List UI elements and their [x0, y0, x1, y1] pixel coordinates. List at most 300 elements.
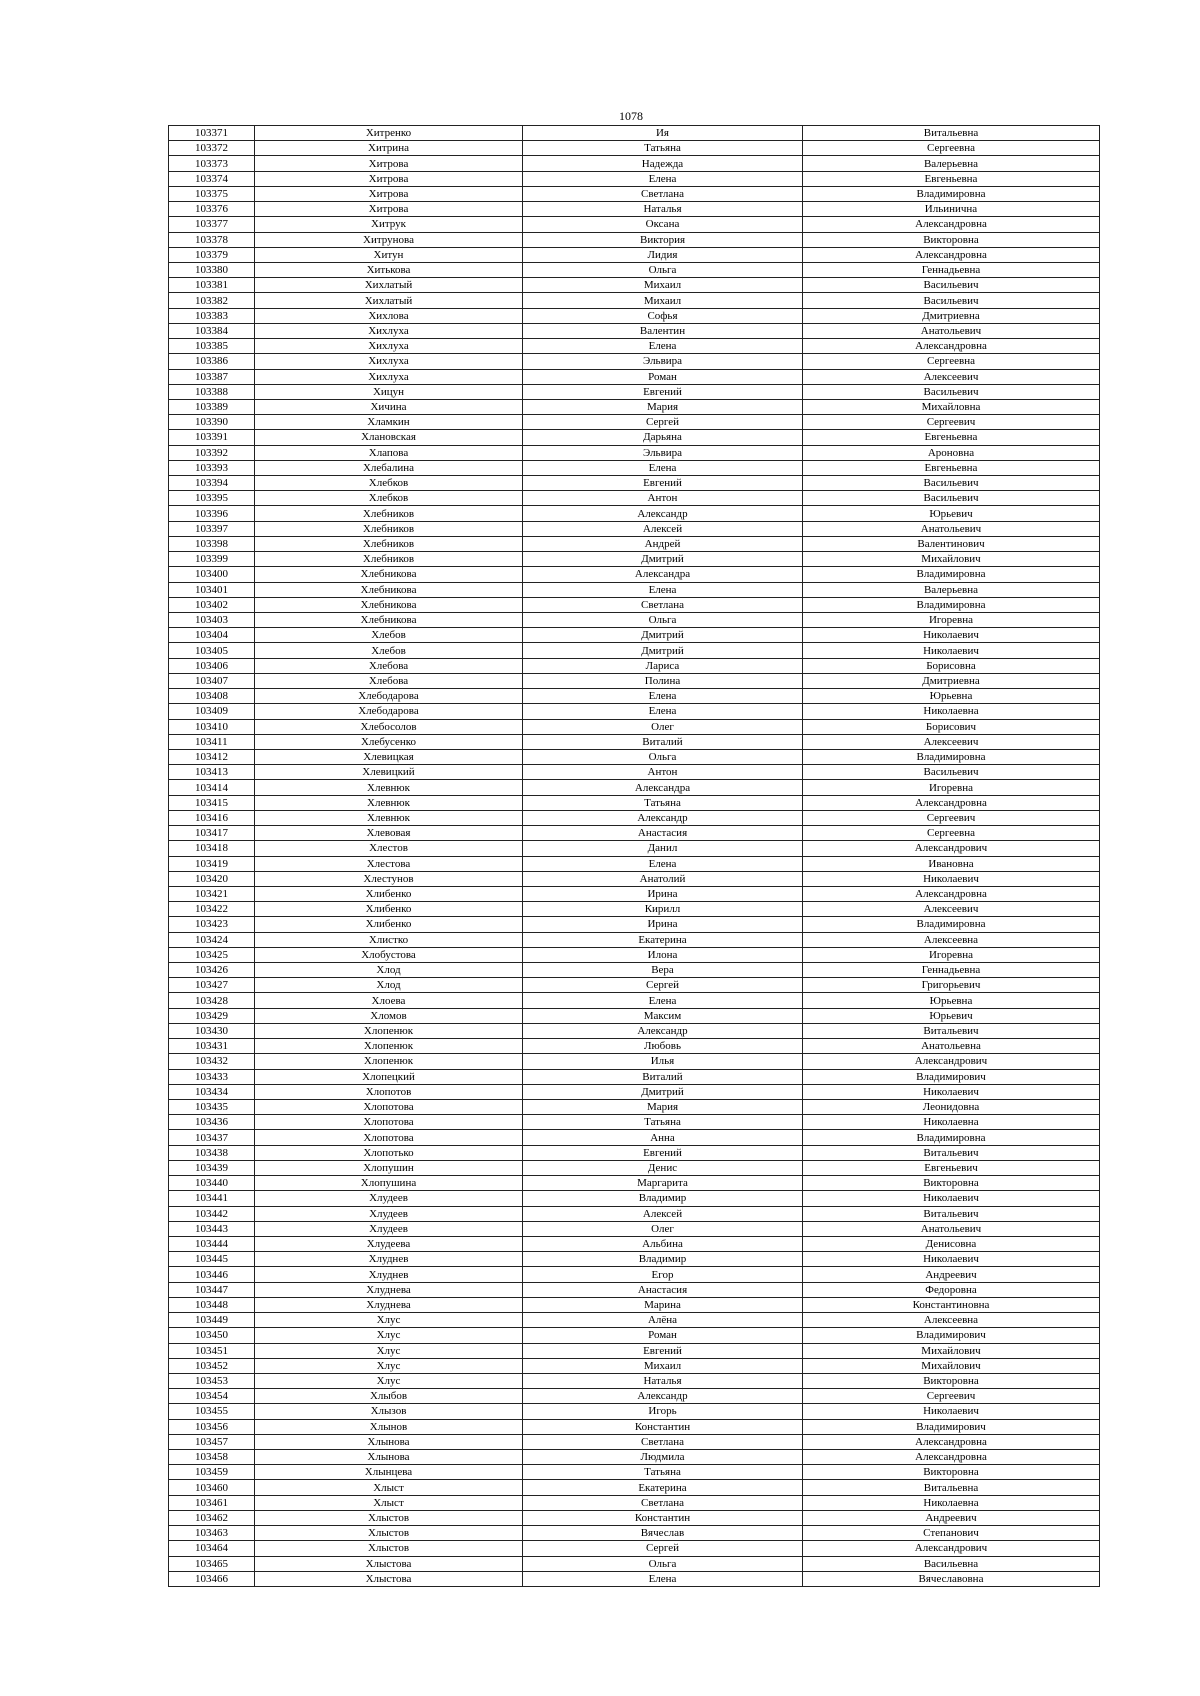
record-number-cell: 103404	[169, 628, 255, 643]
table-row	[169, 217, 1100, 232]
first-name-cell: Михаил	[523, 1358, 803, 1373]
patronymic-cell: Леонидовна	[803, 1100, 1100, 1115]
table-row	[169, 1343, 1100, 1358]
surname-cell: Хлыст	[255, 1495, 523, 1510]
patronymic-cell: Борисовна	[803, 658, 1100, 673]
first-name-cell: Дмитрий	[523, 552, 803, 567]
patronymic-cell: Витальевна	[803, 1480, 1100, 1495]
record-number-cell: 103393	[169, 460, 255, 475]
surname-cell: Хлудеев	[255, 1206, 523, 1221]
table-row	[169, 369, 1100, 384]
patronymic-cell: Александровна	[803, 339, 1100, 354]
first-name-cell: Дмитрий	[523, 643, 803, 658]
patronymic-cell: Сергеевна	[803, 354, 1100, 369]
table-row	[169, 658, 1100, 673]
patronymic-cell: Васильевич	[803, 293, 1100, 308]
record-number-cell: 103401	[169, 582, 255, 597]
surname-cell: Хлевицкий	[255, 765, 523, 780]
table-row	[169, 567, 1100, 582]
patronymic-cell: Васильевич	[803, 384, 1100, 399]
record-number-cell: 103426	[169, 963, 255, 978]
record-number-cell: 103461	[169, 1495, 255, 1510]
patronymic-cell: Ароновна	[803, 445, 1100, 460]
surname-cell: Хлебков	[255, 491, 523, 506]
surname-cell: Хлебов	[255, 643, 523, 658]
record-number-cell: 103389	[169, 399, 255, 414]
table-row	[169, 308, 1100, 323]
table-row	[169, 278, 1100, 293]
table-row	[169, 947, 1100, 962]
table-row	[169, 1404, 1100, 1419]
surname-cell: Хлус	[255, 1358, 523, 1373]
surname-cell: Хлебодарова	[255, 689, 523, 704]
first-name-cell: Роман	[523, 1328, 803, 1343]
record-number-cell: 103406	[169, 658, 255, 673]
surname-cell: Хлебосолов	[255, 719, 523, 734]
table-row	[169, 1419, 1100, 1434]
surname-cell: Хлопенюк	[255, 1039, 523, 1054]
record-number-cell: 103459	[169, 1465, 255, 1480]
record-number-cell: 103391	[169, 430, 255, 445]
surname-cell: Хитун	[255, 247, 523, 262]
first-name-cell: Сергей	[523, 1541, 803, 1556]
record-number-cell: 103403	[169, 613, 255, 628]
patronymic-cell: Александрович	[803, 841, 1100, 856]
patronymic-cell: Степанович	[803, 1526, 1100, 1541]
record-number-cell: 103388	[169, 384, 255, 399]
patronymic-cell: Валерьевна	[803, 156, 1100, 171]
first-name-cell: Евгений	[523, 476, 803, 491]
record-number-cell: 103436	[169, 1115, 255, 1130]
surname-cell: Хлынова	[255, 1450, 523, 1465]
record-number-cell: 103457	[169, 1434, 255, 1449]
first-name-cell: Надежда	[523, 156, 803, 171]
first-name-cell: Вера	[523, 963, 803, 978]
first-name-cell: Александр	[523, 810, 803, 825]
first-name-cell: Елена	[523, 339, 803, 354]
patronymic-cell: Сергеевич	[803, 810, 1100, 825]
record-number-cell: 103428	[169, 993, 255, 1008]
table-row	[169, 1008, 1100, 1023]
patronymic-cell: Сергеевна	[803, 826, 1100, 841]
record-number-cell: 103421	[169, 886, 255, 901]
first-name-cell: Екатерина	[523, 1480, 803, 1495]
surname-cell: Хлебова	[255, 673, 523, 688]
table-row	[169, 552, 1100, 567]
first-name-cell: Дарьяна	[523, 430, 803, 445]
surname-cell: Хлоева	[255, 993, 523, 1008]
table-row	[169, 1495, 1100, 1510]
table-row	[169, 399, 1100, 414]
first-name-cell: Марина	[523, 1297, 803, 1312]
surname-cell: Хлопотов	[255, 1084, 523, 1099]
first-name-cell: Вячеслав	[523, 1526, 803, 1541]
surname-cell: Хлебова	[255, 658, 523, 673]
surname-cell: Хитрова	[255, 171, 523, 186]
patronymic-cell: Владимирович	[803, 1328, 1100, 1343]
record-number-cell: 103429	[169, 1008, 255, 1023]
patronymic-cell: Сергеевич	[803, 1389, 1100, 1404]
surname-cell: Хлопушина	[255, 1176, 523, 1191]
surname-cell: Хлебникова	[255, 613, 523, 628]
first-name-cell: Ольга	[523, 262, 803, 277]
table-row	[169, 673, 1100, 688]
patronymic-cell: Васильевич	[803, 491, 1100, 506]
table-row	[169, 886, 1100, 901]
surname-cell: Хлапова	[255, 445, 523, 460]
patronymic-cell: Анатольевич	[803, 323, 1100, 338]
record-number-cell: 103419	[169, 856, 255, 871]
first-name-cell: Ольга	[523, 749, 803, 764]
first-name-cell: Владимир	[523, 1252, 803, 1267]
record-number-cell: 103464	[169, 1541, 255, 1556]
record-number-cell: 103437	[169, 1130, 255, 1145]
registry-table-body	[169, 126, 1100, 1587]
first-name-cell: Эльвира	[523, 354, 803, 369]
record-number-cell: 103394	[169, 476, 255, 491]
first-name-cell: Мария	[523, 399, 803, 414]
patronymic-cell: Андреевич	[803, 1510, 1100, 1525]
table-row	[169, 963, 1100, 978]
first-name-cell: Илона	[523, 947, 803, 962]
patronymic-cell: Игоревна	[803, 780, 1100, 795]
record-number-cell: 103378	[169, 232, 255, 247]
patronymic-cell: Юрьевич	[803, 506, 1100, 521]
patronymic-cell: Васильевич	[803, 278, 1100, 293]
first-name-cell: Татьяна	[523, 1465, 803, 1480]
surname-cell: Хихлуха	[255, 339, 523, 354]
record-number-cell: 103416	[169, 810, 255, 825]
surname-cell: Хлопецкий	[255, 1069, 523, 1084]
record-number-cell: 103438	[169, 1145, 255, 1160]
record-number-cell: 103390	[169, 415, 255, 430]
first-name-cell: Лидия	[523, 247, 803, 262]
first-name-cell: Софья	[523, 308, 803, 323]
table-row	[169, 993, 1100, 1008]
table-row	[169, 1206, 1100, 1221]
table-row	[169, 1039, 1100, 1054]
first-name-cell: Алёна	[523, 1313, 803, 1328]
table-row	[169, 1358, 1100, 1373]
surname-cell: Хлудеева	[255, 1236, 523, 1251]
record-number-cell: 103408	[169, 689, 255, 704]
surname-cell: Хлебников	[255, 506, 523, 521]
table-row	[169, 780, 1100, 795]
surname-cell: Хлибенко	[255, 917, 523, 932]
record-number-cell: 103400	[169, 567, 255, 582]
table-row	[169, 156, 1100, 171]
table-row	[169, 1221, 1100, 1236]
patronymic-cell: Игоревна	[803, 947, 1100, 962]
surname-cell: Хлестова	[255, 856, 523, 871]
patronymic-cell: Александрович	[803, 1054, 1100, 1069]
first-name-cell: Илья	[523, 1054, 803, 1069]
surname-cell: Хихлатый	[255, 278, 523, 293]
surname-cell: Хлестов	[255, 841, 523, 856]
first-name-cell: Светлана	[523, 597, 803, 612]
table-row	[169, 141, 1100, 156]
patronymic-cell: Николаевич	[803, 628, 1100, 643]
record-number-cell: 103420	[169, 871, 255, 886]
patronymic-cell: Андреевич	[803, 1267, 1100, 1282]
surname-cell: Хитрук	[255, 217, 523, 232]
patronymic-cell: Алексеевна	[803, 1313, 1100, 1328]
record-number-cell: 103451	[169, 1343, 255, 1358]
first-name-cell: Максим	[523, 1008, 803, 1023]
first-name-cell: Андрей	[523, 536, 803, 551]
first-name-cell: Светлана	[523, 1495, 803, 1510]
surname-cell: Хлопотова	[255, 1115, 523, 1130]
patronymic-cell: Григорьевич	[803, 978, 1100, 993]
surname-cell: Хлус	[255, 1328, 523, 1343]
surname-cell: Хитрина	[255, 141, 523, 156]
patronymic-cell: Александровна	[803, 1434, 1100, 1449]
page-number: 1078	[619, 109, 643, 123]
surname-cell: Хлопушин	[255, 1160, 523, 1175]
patronymic-cell: Николаевич	[803, 1191, 1100, 1206]
surname-cell: Хихлуха	[255, 354, 523, 369]
record-number-cell: 103435	[169, 1100, 255, 1115]
table-row	[169, 978, 1100, 993]
surname-cell: Хлебников	[255, 552, 523, 567]
table-row	[169, 1160, 1100, 1175]
first-name-cell: Татьяна	[523, 141, 803, 156]
record-number-cell: 103392	[169, 445, 255, 460]
record-number-cell: 103456	[169, 1419, 255, 1434]
surname-cell: Хихлуха	[255, 323, 523, 338]
surname-cell: Хлевнюк	[255, 780, 523, 795]
surname-cell: Хлод	[255, 978, 523, 993]
table-row	[169, 1023, 1100, 1038]
record-number-cell: 103445	[169, 1252, 255, 1267]
table-row	[169, 1571, 1100, 1586]
patronymic-cell: Анатольевна	[803, 1039, 1100, 1054]
patronymic-cell: Алексеевич	[803, 902, 1100, 917]
table-row	[169, 932, 1100, 947]
table-row	[169, 1541, 1100, 1556]
surname-cell: Хлопотько	[255, 1145, 523, 1160]
surname-cell: Хлыстов	[255, 1510, 523, 1525]
record-number-cell: 103423	[169, 917, 255, 932]
first-name-cell: Ирина	[523, 886, 803, 901]
first-name-cell: Елена	[523, 704, 803, 719]
record-number-cell: 103442	[169, 1206, 255, 1221]
record-number-cell: 103396	[169, 506, 255, 521]
patronymic-cell: Сергеевич	[803, 415, 1100, 430]
table-row	[169, 628, 1100, 643]
surname-cell: Хихлатый	[255, 293, 523, 308]
surname-cell: Хлевовая	[255, 826, 523, 841]
first-name-cell: Маргарита	[523, 1176, 803, 1191]
surname-cell: Хлус	[255, 1373, 523, 1388]
table-row	[169, 734, 1100, 749]
table-row	[169, 1297, 1100, 1312]
first-name-cell: Лариса	[523, 658, 803, 673]
surname-cell: Хлыстов	[255, 1526, 523, 1541]
record-number-cell: 103382	[169, 293, 255, 308]
first-name-cell: Светлана	[523, 186, 803, 201]
first-name-cell: Антон	[523, 491, 803, 506]
first-name-cell: Егор	[523, 1267, 803, 1282]
first-name-cell: Людмила	[523, 1450, 803, 1465]
record-number-cell: 103412	[169, 749, 255, 764]
first-name-cell: Виталий	[523, 734, 803, 749]
record-number-cell: 103443	[169, 1221, 255, 1236]
first-name-cell: Елена	[523, 460, 803, 475]
record-number-cell: 103381	[169, 278, 255, 293]
first-name-cell: Дмитрий	[523, 628, 803, 643]
surname-cell: Хлудеев	[255, 1221, 523, 1236]
record-number-cell: 103460	[169, 1480, 255, 1495]
record-number-cell: 103447	[169, 1282, 255, 1297]
surname-cell: Хлобустова	[255, 947, 523, 962]
surname-cell: Хлебников	[255, 536, 523, 551]
first-name-cell: Виктория	[523, 232, 803, 247]
patronymic-cell: Николаевна	[803, 704, 1100, 719]
patronymic-cell: Анатольевич	[803, 1221, 1100, 1236]
record-number-cell: 103440	[169, 1176, 255, 1191]
patronymic-cell: Александровна	[803, 217, 1100, 232]
patronymic-cell: Евгеньевна	[803, 430, 1100, 445]
patronymic-cell: Васильевич	[803, 476, 1100, 491]
surname-cell: Хлыстов	[255, 1541, 523, 1556]
first-name-cell: Анна	[523, 1130, 803, 1145]
first-name-cell: Анастасия	[523, 826, 803, 841]
patronymic-cell: Константиновна	[803, 1297, 1100, 1312]
record-number-cell: 103371	[169, 126, 255, 141]
first-name-cell: Анатолий	[523, 871, 803, 886]
record-number-cell: 103463	[169, 1526, 255, 1541]
first-name-cell: Евгений	[523, 1145, 803, 1160]
surname-cell: Хламкин	[255, 415, 523, 430]
patronymic-cell: Дмитриевна	[803, 673, 1100, 688]
table-row	[169, 1556, 1100, 1571]
table-row	[169, 1328, 1100, 1343]
first-name-cell: Сергей	[523, 978, 803, 993]
record-number-cell: 103397	[169, 521, 255, 536]
table-row	[169, 126, 1100, 141]
first-name-cell: Елена	[523, 1571, 803, 1586]
patronymic-cell: Федоровна	[803, 1282, 1100, 1297]
first-name-cell: Полина	[523, 673, 803, 688]
record-number-cell: 103405	[169, 643, 255, 658]
table-row	[169, 202, 1100, 217]
surname-cell: Хлопенюк	[255, 1054, 523, 1069]
patronymic-cell: Николаевич	[803, 1404, 1100, 1419]
surname-cell: Хлыстова	[255, 1571, 523, 1586]
record-number-cell: 103376	[169, 202, 255, 217]
surname-cell: Хлевицкая	[255, 749, 523, 764]
first-name-cell: Александр	[523, 1023, 803, 1038]
surname-cell: Хичина	[255, 399, 523, 414]
patronymic-cell: Викторовна	[803, 1465, 1100, 1480]
table-row	[169, 613, 1100, 628]
surname-cell: Хлебникова	[255, 582, 523, 597]
patronymic-cell: Дмитриевна	[803, 308, 1100, 323]
surname-cell: Хлод	[255, 963, 523, 978]
surname-cell: Хитрова	[255, 186, 523, 201]
patronymic-cell: Ивановна	[803, 856, 1100, 871]
first-name-cell: Татьяна	[523, 1115, 803, 1130]
table-row	[169, 171, 1100, 186]
table-row	[169, 841, 1100, 856]
table-row	[169, 536, 1100, 551]
first-name-cell: Антон	[523, 765, 803, 780]
first-name-cell: Светлана	[523, 1434, 803, 1449]
patronymic-cell: Денисовна	[803, 1236, 1100, 1251]
patronymic-cell: Владимировна	[803, 1130, 1100, 1145]
table-row	[169, 1145, 1100, 1160]
record-number-cell: 103439	[169, 1160, 255, 1175]
surname-cell: Хлебусенко	[255, 734, 523, 749]
patronymic-cell: Валентинович	[803, 536, 1100, 551]
surname-cell: Хлибенко	[255, 886, 523, 901]
table-row	[169, 1115, 1100, 1130]
first-name-cell: Наталья	[523, 202, 803, 217]
surname-cell: Хихлуха	[255, 369, 523, 384]
first-name-cell: Елена	[523, 171, 803, 186]
first-name-cell: Дмитрий	[523, 1084, 803, 1099]
table-row	[169, 643, 1100, 658]
first-name-cell: Ирина	[523, 917, 803, 932]
patronymic-cell: Витальевич	[803, 1023, 1100, 1038]
first-name-cell: Оксана	[523, 217, 803, 232]
first-name-cell: Олег	[523, 719, 803, 734]
patronymic-cell: Валерьевна	[803, 582, 1100, 597]
first-name-cell: Ольга	[523, 613, 803, 628]
record-number-cell: 103407	[169, 673, 255, 688]
record-number-cell: 103458	[169, 1450, 255, 1465]
patronymic-cell: Геннадьевна	[803, 262, 1100, 277]
surname-cell: Хлынова	[255, 1434, 523, 1449]
table-row	[169, 1054, 1100, 1069]
first-name-cell: Роман	[523, 369, 803, 384]
table-row	[169, 186, 1100, 201]
first-name-cell: Константин	[523, 1419, 803, 1434]
patronymic-cell: Витальевич	[803, 1145, 1100, 1160]
first-name-cell: Константин	[523, 1510, 803, 1525]
record-number-cell: 103454	[169, 1389, 255, 1404]
first-name-cell: Елена	[523, 582, 803, 597]
first-name-cell: Алексей	[523, 521, 803, 536]
table-row	[169, 1282, 1100, 1297]
record-number-cell: 103430	[169, 1023, 255, 1038]
record-number-cell: 103444	[169, 1236, 255, 1251]
first-name-cell: Михаил	[523, 278, 803, 293]
patronymic-cell: Васильевна	[803, 1556, 1100, 1571]
record-number-cell: 103410	[169, 719, 255, 734]
table-row	[169, 1252, 1100, 1267]
surname-cell: Хлынов	[255, 1419, 523, 1434]
first-name-cell: Елена	[523, 689, 803, 704]
surname-cell: Хлопотова	[255, 1100, 523, 1115]
table-row	[169, 765, 1100, 780]
table-row	[169, 1313, 1100, 1328]
table-row	[169, 1084, 1100, 1099]
table-row	[169, 262, 1100, 277]
record-number-cell: 103386	[169, 354, 255, 369]
surname-cell: Хлевнюк	[255, 810, 523, 825]
record-number-cell: 103424	[169, 932, 255, 947]
record-number-cell: 103427	[169, 978, 255, 993]
table-row	[169, 1267, 1100, 1282]
surname-cell: Хитрова	[255, 156, 523, 171]
first-name-cell: Александра	[523, 780, 803, 795]
surname-cell: Хлебков	[255, 476, 523, 491]
patronymic-cell: Николаевич	[803, 871, 1100, 886]
patronymic-cell: Владимировна	[803, 917, 1100, 932]
table-row	[169, 1176, 1100, 1191]
